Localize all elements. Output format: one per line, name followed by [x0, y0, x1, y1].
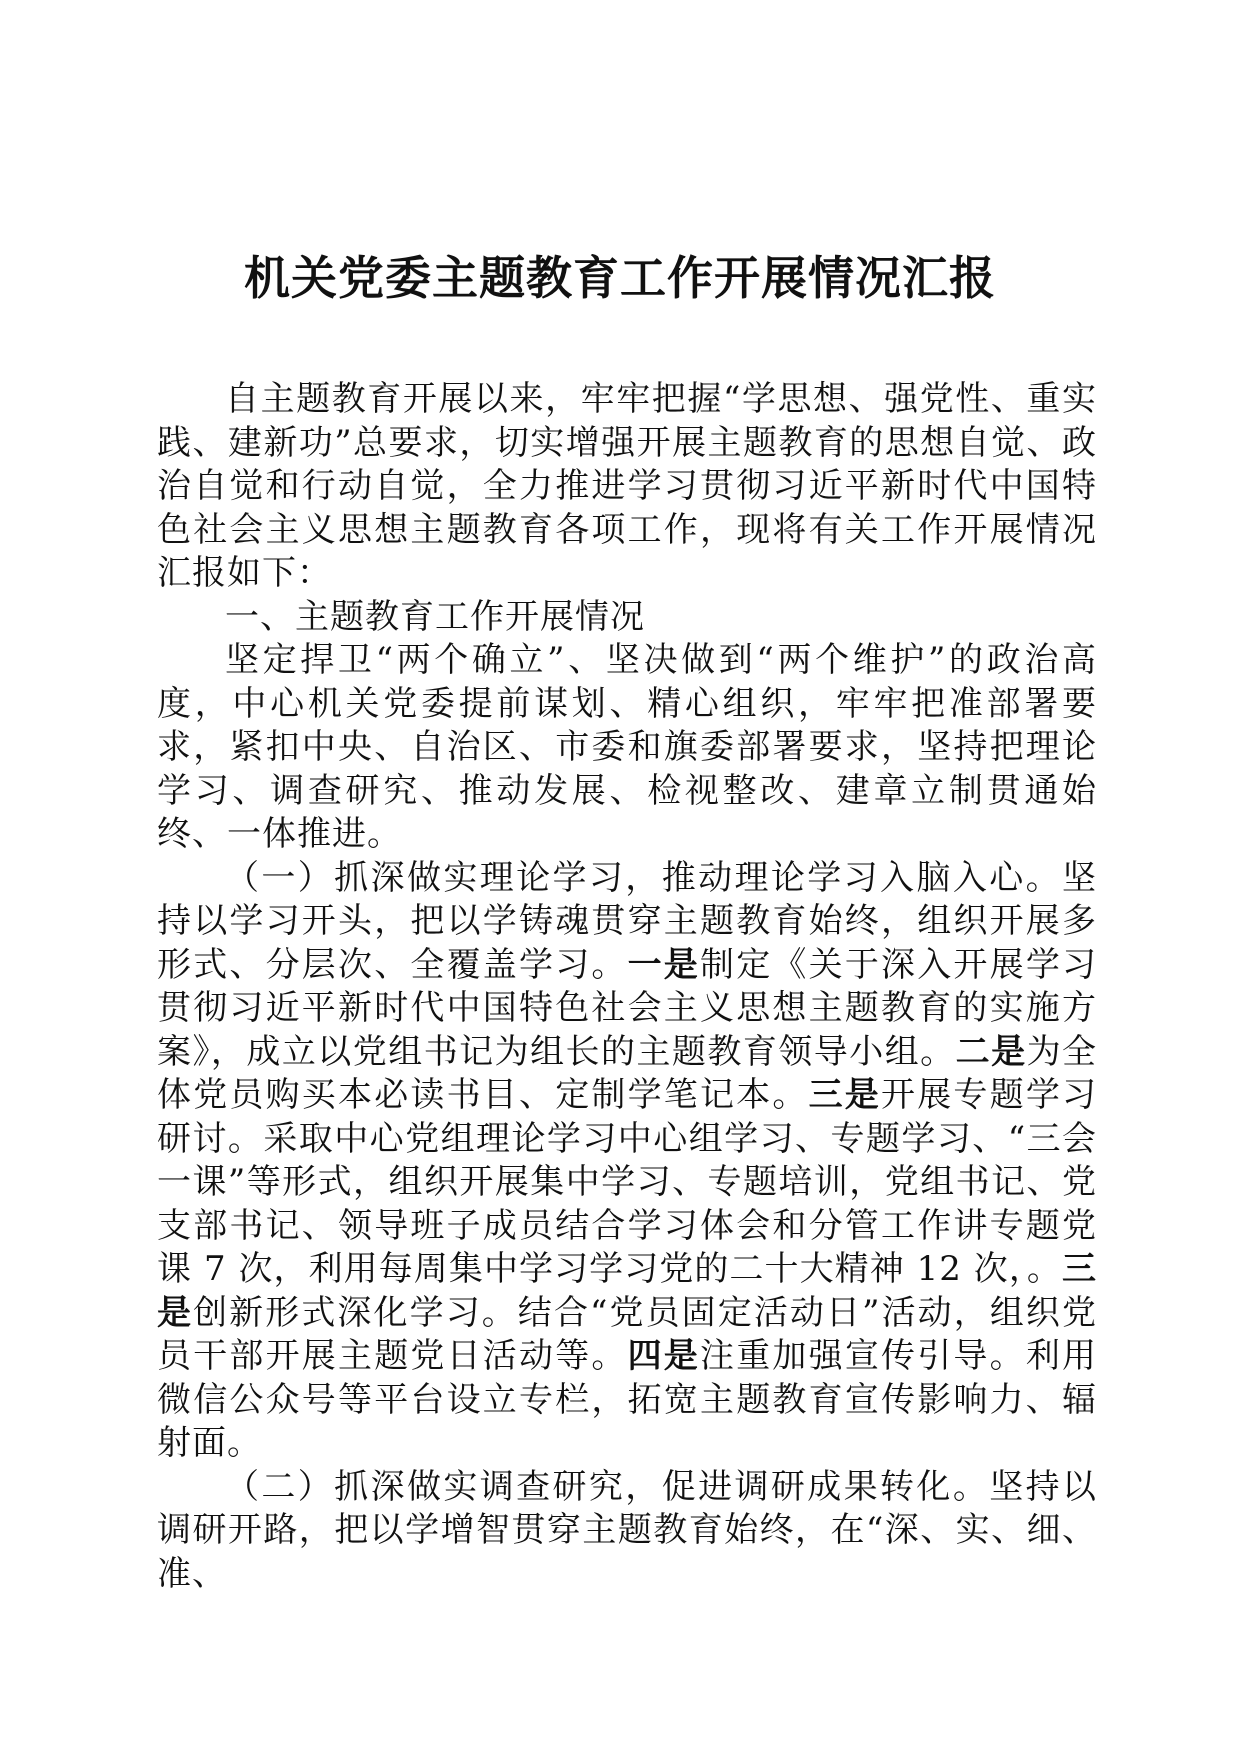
- section-1-paragraph: 坚定捍卫“两个确立”、坚决做到“两个维护”的政治高度，中心机关党委提前谋划、精心组织，牢牢把准部署要求，紧扣中央、自治区、市委和旗委部署要求，坚持把理论学习、调查研究、推动发展、检视整改、建章立制贯通始终、一体推进。: [157, 640, 1097, 854]
- point-3-text: 开展专题学习研讨。采取中心党组理论学习中心组学习、专题学习、“三会一课”等形式，组织开展集中学习、专题培训，党组书记、党支部书记、领导班子成员结合学习体会和分管工作讲专题党课 7 次，利用每周集中学习学习党的二十大精神 12 次，。: [157, 1075, 1098, 1289]
- point-4-label: 三是: [157, 1249, 1097, 1333]
- point-5-text: 注重加强宣传引导。利用微信公众号等平台设立专栏，拓宽主题教育宣传影响力、辐射面。: [157, 1336, 1098, 1463]
- point-5-label: 四是: [627, 1336, 701, 1376]
- subsection-2-lead: （二）抓深做实调查研究，促进调研成果转化。: [225, 1466, 990, 1507]
- point-2-label: 二是: [955, 1031, 1027, 1072]
- point-2-text: 为全体党员购买本必读书目、定制学笔记本。: [157, 1031, 1098, 1115]
- subsection-2-paragraph: [157, 1466, 1097, 1597]
- document-body: [157, 378, 1097, 1596]
- subsection-1-paragraph: [157, 857, 1097, 1466]
- subsection-1-lead: （一）抓深做实理论学习，推动理论学习入脑入心。: [225, 857, 1062, 898]
- point-1-text: 制定《关于深入开展学习贯彻习近平新时代中国特色社会主义思想主题教育的实施方案》，成立以党组书记为组长的主题教育领导小组。: [157, 944, 1098, 1072]
- point-3-label: 三是: [808, 1075, 882, 1115]
- section-heading-1: 一、主题教育工作开展情况: [225, 596, 645, 637]
- subsection-2-text: 坚持以调研开路，把以学增智贯穿主题教育始终，在“深、实、细、准、: [157, 1466, 1098, 1594]
- intro-paragraph: 自主题教育开展以来，牢牢把握“学思想、强党性、重实践、建新功”总要求，切实增强开展主题教育的思想自觉、政治自觉和行动自觉，全力推进学习贯彻习近平新时代中国特色社会主义思想主题教育各项工作，现将有关工作开展情况汇报如下：: [157, 379, 1097, 593]
- document-title: 机关党委主题教育工作开展情况汇报: [244, 251, 996, 305]
- point-1-label: 一是: [627, 944, 701, 985]
- subsection-1-text: 坚持以学习开头，把以学铸魂贯穿主题教育始终，组织开展多形式、分层次、全覆盖学习。: [157, 857, 1097, 985]
- point-4-text: 创新形式深化学习。结合“党员固定活动日”活动，组织党员干部开展主题党日活动等。: [157, 1292, 1098, 1376]
